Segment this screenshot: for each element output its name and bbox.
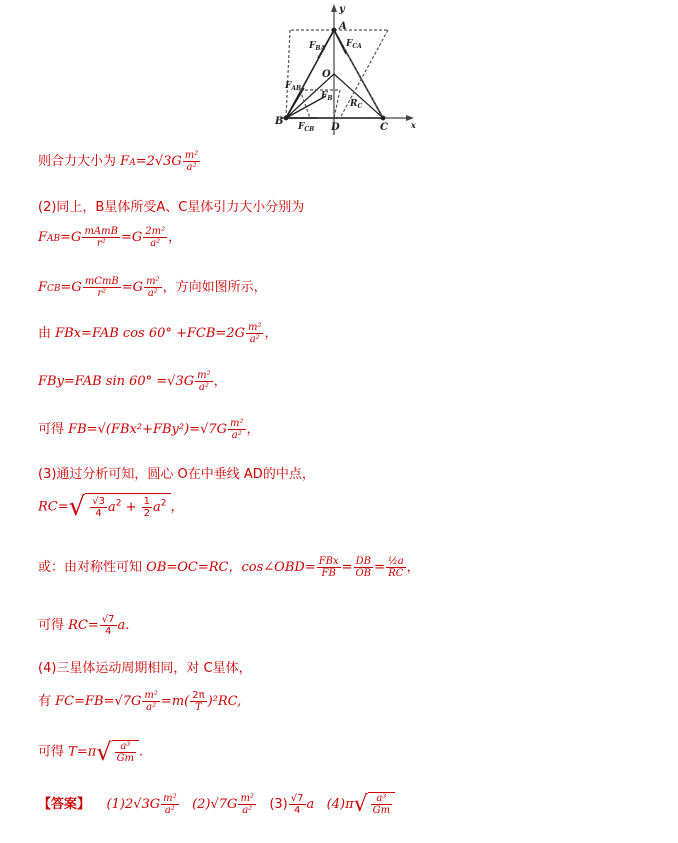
answer-line: 【答案】 (1)2√3G $\frac{\text{m²}}{\text{a²}}$ (2)√7G $\frac{\text{m²}}{\text{a²}}$ (3) $\frac{√7}{4}$ a (4)π√ $\frac{\text{a³}}{Gm}$ bbox=[38, 792, 395, 817]
force-diagram bbox=[0, 0, 678, 140]
fraction: $\frac{\text{m²}}{\text{a²}}$ bbox=[144, 690, 158, 713]
solution-line-7: 可得 FB=√(FBx²+FBy²)=√7G $\frac{\text{m²}}{\text{a²}}$ ， bbox=[38, 418, 260, 441]
solution-line-3: FAB=G $\frac{\text{mAmB}}{\text{r²}}$ =G $\frac{\text{2m²}}{\text{a²}}$ ， bbox=[38, 226, 182, 249]
fraction: $\frac{1}{2}$ bbox=[143, 495, 151, 519]
point-c bbox=[381, 116, 386, 121]
solution-line-9: RC=√ $\frac{√3}{4}$ $a^2$ + $\frac{1}{2}$ $a^2$ ， bbox=[38, 492, 184, 522]
fraction: $\frac{\text{m²}}{\text{a²}}$ bbox=[247, 322, 262, 345]
solution-line-11: 可得 RC= $\frac{√7}{4}$ a. bbox=[38, 614, 130, 637]
answer-heading: 【答案】 bbox=[38, 797, 91, 812]
label-fcb: $F_{CB}$ bbox=[298, 122, 315, 133]
fraction: $\frac{\text{m²}}{\text{a²}}$ bbox=[197, 370, 211, 393]
label-fba: $F_{BA}$ bbox=[309, 41, 326, 52]
fraction: $\frac{\text{m²}}{\text{a²}}$ bbox=[230, 418, 244, 441]
label-o: O bbox=[322, 69, 331, 80]
solution-line-5: 由 FBx=FAB cos 60° +FCB=2G $\frac{\text{m²}}{\text{a²}}$ ， bbox=[38, 322, 278, 345]
solution-line-13: 有 FC=FB=√7G $\frac{\text{m²}}{\text{a²}}$ =m( $\frac{2\pi}{T}$ )²RC, bbox=[38, 690, 242, 713]
fraction: $\frac{\text{mCmB}}{\text{r²}}$ bbox=[84, 276, 119, 299]
label-d: D bbox=[331, 122, 340, 133]
label-a: A bbox=[339, 21, 347, 32]
solution-line-8: (3)通过分析可知，圆心 O在中垂线 AD的中点， bbox=[38, 467, 315, 482]
answer-1: (1)2√3G bbox=[106, 797, 161, 812]
fraction: $\frac{\text{m²}}{\text{a²}}$ bbox=[146, 276, 160, 299]
label-b: B bbox=[275, 116, 284, 127]
solution-line-14: 可得 T=π√ $\frac{\text{a³}}{Gm}$ . bbox=[38, 738, 144, 766]
answer-4: (4)π bbox=[326, 797, 354, 812]
fraction: $\frac{√3}{4}$ bbox=[92, 495, 105, 519]
label-rc: $R_C$ bbox=[350, 99, 363, 110]
fraction: $\frac{√7}{4}$ bbox=[290, 793, 304, 816]
solution-line-2: (2)同上，B星体所受A、C星体引力大小分别为 bbox=[38, 200, 305, 215]
solution-line-1: 则合力大小为 FA=2√3G $\frac{\text{m²}}{\text{a²}}$ bbox=[38, 150, 199, 173]
solution-line-4: FCB=G $\frac{\text{mCmB}}{\text{r²}}$ =G $\frac{\text{m²}}{\text{a²}}$ ，方向如图所示， bbox=[38, 276, 267, 299]
fraction: $\frac{\text{m²}}{\text{a²}}$ bbox=[163, 793, 177, 816]
y-axis-arrow bbox=[331, 4, 337, 12]
fraction: $\frac{DB}{OB}$ bbox=[355, 556, 372, 579]
label-fca: $F_{CA}$ bbox=[346, 39, 362, 50]
label-x: x bbox=[411, 120, 416, 130]
fraction: $\frac{\text{mAmB}}{\text{r²}}$ bbox=[84, 226, 118, 249]
answer-3: (3) bbox=[269, 797, 288, 812]
fraction: $\frac{\text{a³}}{Gm}$ bbox=[372, 793, 391, 816]
point-b bbox=[284, 116, 289, 121]
fraction: $\frac{2\pi}{T}$ bbox=[192, 690, 205, 713]
answer-2: (2)√7G bbox=[192, 797, 238, 812]
fraction: $\frac{\text{m²}}{\text{a²}}$ bbox=[240, 793, 254, 816]
solution-line-12: (4)三星体运动周期相同，对 C星体， bbox=[38, 661, 252, 676]
fraction: $\frac{\text{m²}}{\text{a²}}$ bbox=[184, 150, 199, 173]
fraction: $\frac{\text{a³}}{Gm}$ bbox=[116, 740, 135, 764]
fraction: $\frac{\text{½a}}{RC}$ bbox=[388, 556, 404, 579]
solution-line-6: FBy=FAB sin 60° =√3G $\frac{\text{m²}}{\text{a²}}$ ， bbox=[38, 370, 227, 393]
fraction: $\frac{\text{FBx}}{FB}$ bbox=[318, 556, 339, 579]
solution-line-10: 或：由对称性可知 OB=OC=RC，cos∠OBD= $\frac{\text{FBx}}{FB}$ = $\frac{DB}{OB}$ = $\frac{\text{½a}}{RC}$ ， bbox=[38, 556, 420, 579]
line-oc bbox=[334, 74, 383, 118]
fraction: $\frac{√7}{4}$ bbox=[101, 614, 115, 637]
fraction: $\frac{\text{2m²}}{\text{a²}}$ bbox=[145, 226, 166, 249]
label-c: C bbox=[380, 122, 388, 133]
label-fb: $F_B$ bbox=[321, 91, 333, 102]
label-y: y bbox=[339, 4, 345, 15]
point-a bbox=[332, 28, 337, 33]
label-fab: $F_{AB}$ bbox=[285, 81, 302, 92]
